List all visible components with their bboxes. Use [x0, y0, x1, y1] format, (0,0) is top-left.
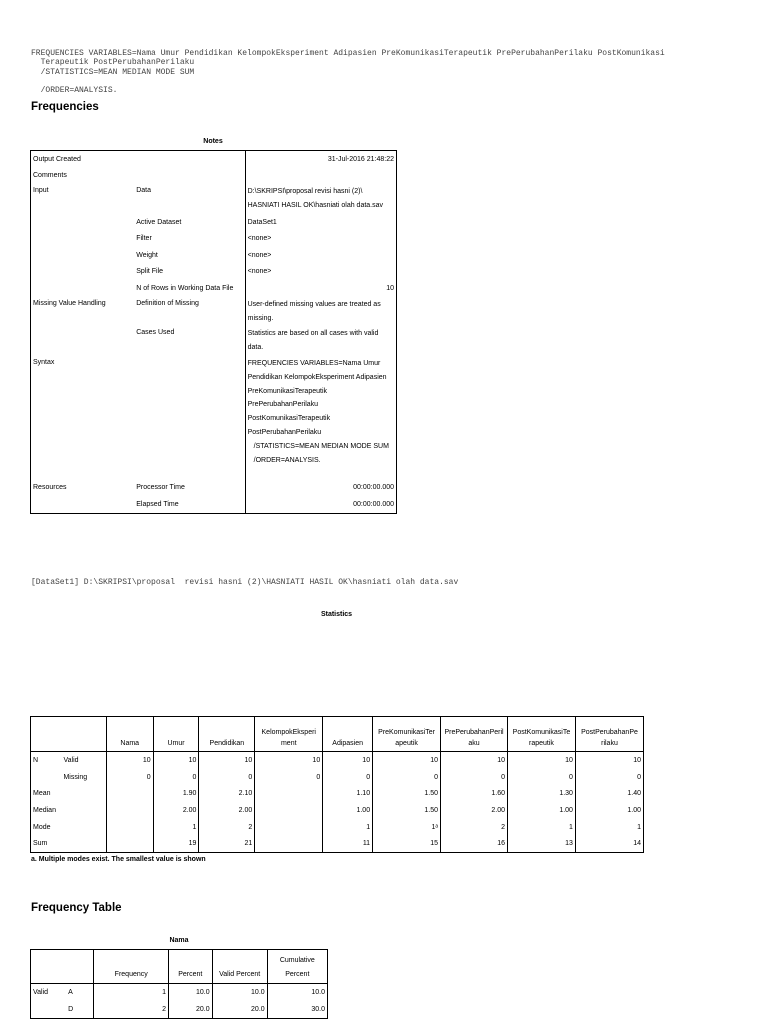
notes-filter-label: Filter — [136, 235, 152, 243]
stats-cell-mode: 1ᵃ — [373, 819, 441, 836]
stats-cell-missing: 0 — [575, 769, 643, 786]
notes-processor-time-label: Processor Time — [136, 484, 185, 492]
nama-cell-valid-percent: 10.0 — [212, 984, 267, 1002]
stats-sum-label: Sum — [33, 840, 48, 848]
nama-h-cumulative: Cumulative Percent — [267, 950, 327, 984]
nama-row-d — [31, 1001, 328, 1019]
notes-table — [30, 150, 397, 514]
nama-cell-percent: 10.0 — [169, 984, 213, 1002]
syntax-line-1: FREQUENCIES VARIABLES=Nama Umur Pendidikan KelompokEksperiment Adipasien PreKomunikasiTerapeutik PrePerubahanPerilaku PostKomunikasi — [31, 48, 665, 58]
stats-cell-valid: 10 — [106, 752, 153, 769]
notes-output-created-label: Output Created — [33, 155, 81, 163]
stats-cell-mean: 1.90 — [153, 785, 199, 802]
notes-data-label: Data — [136, 187, 152, 195]
notes-syntax-value — [245, 356, 396, 479]
notes-syntax-value-1: FREQUENCIES VARIABLES=Nama Umur Pendidikan KelompokEksperiment Adipasien PreKomunikasiTerapeutik PrePerubahanPerilaku PostKomunikasiTerapeutik PostPerubahanPerilaku — [247, 359, 387, 436]
notes-active-dataset-value: DataSet1 — [245, 214, 396, 231]
stats-cell-missing: 0 — [199, 769, 255, 786]
notes-caption: Notes — [203, 138, 223, 145]
stats-cell-median: 1.00 — [323, 802, 373, 819]
syntax-line-3: /STATISTICS=MEAN MEDIAN MODE SUM — [31, 67, 195, 77]
stats-cell-sum: 14 — [575, 835, 643, 852]
stats-cell-median — [255, 802, 323, 819]
stats-mode-label: Mode — [33, 823, 51, 831]
stats-cell-mean: 1.30 — [508, 785, 576, 802]
stats-cell-valid: 10 — [153, 752, 199, 769]
notes-def-missing-value: User-defined missing values are treated as missing. — [245, 297, 396, 327]
notes-processor-time-value: 00:00:00.000 — [245, 479, 396, 496]
notes-n-rows-value: 10 — [245, 280, 396, 297]
stats-cell-mean: 1.10 — [323, 785, 373, 802]
stats-cell-mean — [106, 785, 153, 802]
notes-def-missing-label: Definition of Missing — [136, 299, 199, 307]
notes-split-file-label: Split File — [136, 268, 164, 276]
notes-input-label: Input — [33, 187, 49, 195]
notes-comments-label: Comments — [33, 172, 67, 180]
nama-h-valid-percent: Valid Percent — [212, 950, 267, 984]
stats-col-header: Pendidikan — [199, 717, 255, 752]
stats-cell-sum: 19 — [153, 835, 199, 852]
stats-valid-label: Valid — [63, 756, 79, 764]
nama-caption: Nama — [169, 937, 189, 944]
stats-cell-sum: 15 — [373, 835, 441, 852]
stats-col-header: PrePerubahanPeril aku — [441, 717, 508, 752]
stats-cell-mode — [255, 819, 323, 836]
stats-cell-mode: 1 — [153, 819, 199, 836]
stats-cell-median: 2.00 — [153, 802, 199, 819]
notes-active-dataset-label: Active Dataset — [136, 218, 182, 226]
stats-cell-valid: 10 — [323, 752, 373, 769]
notes-missing-label: Missing Value Handling — [33, 299, 106, 307]
notes-elapsed-time-value: 00:00:00.000 — [245, 496, 396, 513]
stats-missing-label: Missing — [63, 773, 88, 781]
notes-weight-label: Weight — [136, 251, 158, 259]
stats-cell-missing: 0 — [508, 769, 576, 786]
nama-frequency-table — [30, 949, 328, 1019]
syntax-block — [31, 39, 665, 105]
stats-cell-missing: 0 — [441, 769, 508, 786]
stats-cell-mode: 1 — [575, 819, 643, 836]
stats-cell-sum — [255, 835, 323, 852]
stats-cell-median: 1.00 — [508, 802, 576, 819]
frequencies-heading: Frequencies — [31, 101, 99, 113]
stats-cell-missing: 0 — [323, 769, 373, 786]
stats-cell-valid: 10 — [575, 752, 643, 769]
stats-cell-valid: 10 — [508, 752, 576, 769]
notes-output-created-value: 31-Jul-2016 21:48:22 — [245, 151, 396, 168]
syntax-line-2: Terapeutik PostPerubahanPerilaku — [31, 58, 195, 67]
stats-cell-sum: 16 — [441, 835, 508, 852]
stats-col-header: PostPerubahanPe rilaku — [575, 717, 643, 752]
stats-cell-sum: 11 — [323, 835, 373, 852]
statistics-table — [30, 716, 644, 853]
stats-cell-sum — [106, 835, 153, 852]
stats-median-label: Median — [33, 806, 56, 814]
statistics-caption: Statistics — [320, 611, 353, 618]
dataset-line: [DataSet1] D:\SKRIPSI\proposal revisi hasni (2)\HASNIATI HASIL OK\hasniati olah data.sav — [31, 578, 459, 587]
stats-cell-median: 1.00 — [575, 802, 643, 819]
stats-col-header: Nama — [106, 717, 153, 752]
stats-cell-missing: 0 — [153, 769, 199, 786]
stats-cell-sum: 21 — [199, 835, 255, 852]
notes-elapsed-time-label: Elapsed Time — [136, 500, 179, 508]
stats-cell-median: 2.00 — [199, 802, 255, 819]
nama-h-percent: Percent — [169, 950, 213, 984]
stats-cell-valid: 10 — [373, 752, 441, 769]
nama-h-frequency: Frequency — [94, 950, 169, 984]
notes-cases-used-label: Cases Used — [136, 329, 175, 337]
notes-weight-value: <none> — [245, 247, 396, 264]
notes-n-rows-label: N of Rows in Working Data File — [136, 284, 234, 292]
syntax-line-4: /ORDER=ANALYSIS. — [31, 86, 118, 95]
notes-data-value: D:\SKRIPSI\proposal revisi hasni (2)\ HASNIATI HASIL OK\hasniati olah data.sav — [245, 184, 396, 214]
notes-split-file-value: <none> — [245, 264, 396, 281]
stats-cell-missing: 0 — [373, 769, 441, 786]
stats-cell-median: 1.50 — [373, 802, 441, 819]
notes-syntax-label: Syntax — [33, 358, 55, 366]
stats-col-header: KelompokEksperi ment — [255, 717, 323, 752]
stats-cell-valid: 10 — [255, 752, 323, 769]
stats-cell-mean — [255, 785, 323, 802]
nama-cell-cumulative: 30.0 — [267, 1001, 327, 1019]
nama-cell-valid-percent: 20.0 — [212, 1001, 267, 1019]
stats-cell-mean: 1.50 — [373, 785, 441, 802]
stats-cell-mean: 2.10 — [199, 785, 255, 802]
stats-cell-mode — [106, 819, 153, 836]
stats-footnote: a. Multiple modes exist. The smallest value is shown — [31, 856, 206, 863]
nama-cell-percent: 20.0 — [169, 1001, 213, 1019]
stats-cell-mode: 2 — [199, 819, 255, 836]
stats-col-header: Umur — [153, 717, 199, 752]
stats-cell-mean: 1.40 — [575, 785, 643, 802]
stats-cell-missing: 0 — [255, 769, 323, 786]
stats-cell-median — [106, 802, 153, 819]
notes-resources-label: Resources — [33, 484, 67, 492]
stats-n-label: N — [33, 756, 39, 764]
nama-cell-frequency: 1 — [94, 984, 169, 1002]
notes-filter-value: <none> — [245, 230, 396, 247]
stats-cell-mode: 1 — [323, 819, 373, 836]
stats-col-header: PostKomunikasiTe rapeutik — [508, 717, 576, 752]
stats-mean-label: Mean — [33, 790, 51, 798]
nama-row-label: A — [68, 989, 73, 996]
nama-cell-frequency: 2 — [94, 1001, 169, 1019]
nama-row-label: D — [68, 1006, 74, 1013]
stats-cell-valid: 10 — [199, 752, 255, 769]
nama-cell-cumulative: 10.0 — [267, 984, 327, 1002]
notes-syntax-value-3: /ORDER=ANALYSIS. — [253, 456, 321, 464]
stats-cell-valid: 10 — [441, 752, 508, 769]
notes-syntax-value-2: /STATISTICS=MEAN MEDIAN MODE SUM — [253, 442, 389, 450]
frequency-table-heading: Frequency Table — [31, 902, 122, 914]
stats-col-header: Adipasien — [323, 717, 373, 752]
stats-cell-mean: 1.60 — [441, 785, 508, 802]
stats-cell-missing: 0 — [106, 769, 153, 786]
stats-col-header: PreKomunikasiTer apeutik — [373, 717, 441, 752]
stats-cell-sum: 13 — [508, 835, 576, 852]
stats-cell-mode: 1 — [508, 819, 576, 836]
nama-row-a — [31, 984, 328, 1002]
notes-cases-used-value: Statistics are based on all cases with valid data. — [245, 326, 396, 356]
stats-cell-mode: 2 — [441, 819, 508, 836]
stats-cell-median: 2.00 — [441, 802, 508, 819]
nama-valid-label: Valid — [33, 989, 49, 996]
